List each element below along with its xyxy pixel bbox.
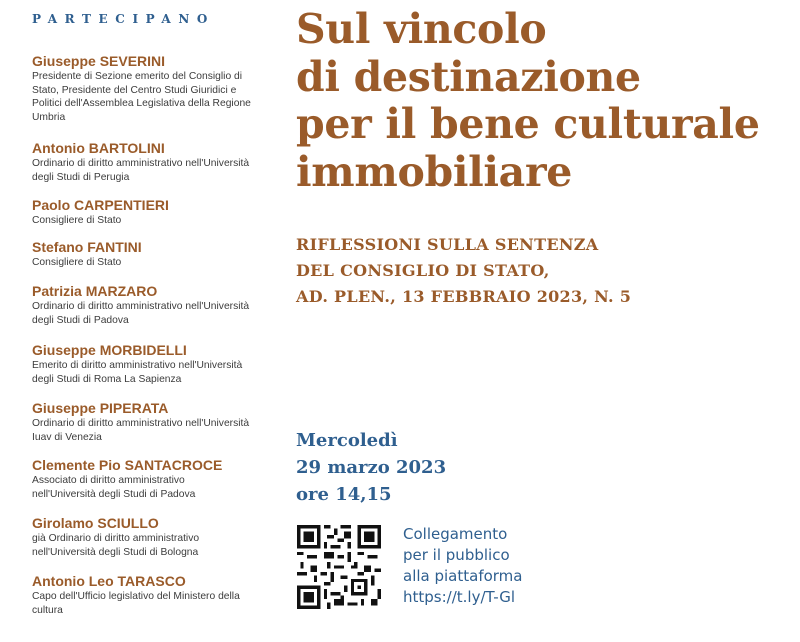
participant-role: Ordinario di diritto amministrativo nell'Università degli Studi di Perugia — [32, 158, 250, 183]
participant-carpentieri — [32, 197, 277, 228]
participant-role: Emerito di diritto amministrativo nell'Università degli Studi di Roma La Sapienza — [32, 360, 243, 385]
participant-name: Antonio Leo TARASCO — [32, 573, 186, 589]
participant-severini — [32, 53, 277, 124]
participant-name: Giuseppe PIPERATA — [32, 400, 169, 416]
event-date: 29 marzo 2023 — [296, 457, 447, 478]
qr-code[interactable] — [297, 525, 381, 609]
participant-name: Giuseppe SEVERINI — [32, 53, 166, 69]
participant-sciullo — [32, 515, 277, 559]
event-title: Sul vincolo di destinazione per il bene culturale immobiliare — [296, 5, 760, 196]
participant-role: Consigliere di Stato — [32, 257, 122, 268]
participant-piperata — [32, 400, 277, 444]
connection-info: Collegamento per il pubblico alla piattaforma https://t.ly/T-Gl — [403, 525, 523, 606]
participant-role: Presidente di Sezione emerito del Consiglio di Stato, Presidente del Centro Studi Giuridici e Politici dell'Assemblea Legislativa della Regione Umbria — [32, 71, 251, 123]
participant-morbidelli — [32, 342, 277, 386]
platform-link[interactable]: https://t.ly/T-Gl — [403, 588, 516, 606]
participant-marzaro — [32, 283, 277, 327]
event-time: ore 14,15 — [296, 484, 392, 505]
event-subtitle: RIFLESSIONI SULLA SENTENZA DEL CONSIGLIO DI STATO, AD. PLEN., 13 FEBBRAIO 2023, N. 5 — [296, 235, 632, 306]
participant-fantini — [32, 239, 277, 270]
participant-name: Giuseppe MORBIDELLI — [32, 342, 187, 358]
event-day: Mercoledì — [296, 430, 398, 451]
participant-role: Ordinario di diritto amministrativo nell'Università degli Studi di Padova — [32, 301, 250, 326]
participant-name: Stefano FANTINI — [32, 239, 142, 255]
participant-santacroce — [32, 457, 277, 501]
participant-role: Capo dell'Ufficio legislativo del Ministero della cultura — [32, 591, 240, 616]
participant-name: Clemente Pio SANTACROCE — [32, 457, 223, 473]
participant-role: Consigliere di Stato — [32, 215, 122, 226]
participant-name: Patrizia MARZARO — [32, 283, 158, 299]
participant-role: già Ordinario di diritto amministrativo nell'Università degli Studi di Bologna — [32, 533, 200, 558]
participant-role: Associato di diritto amministrativo nell'Università degli Studi di Padova — [32, 475, 196, 500]
participants-heading: PARTECIPANO — [32, 12, 215, 26]
participant-name: Antonio BARTOLINI — [32, 140, 165, 156]
participant-name: Paolo CARPENTIERI — [32, 197, 169, 213]
participant-name: Girolamo SCIULLO — [32, 515, 159, 531]
participant-tarasco — [32, 573, 277, 617]
participant-role: Ordinario di diritto amministrativo nell'Università Iuav di Venezia — [32, 418, 250, 443]
event-datetime — [296, 427, 446, 508]
participant-bartolini — [32, 140, 277, 184]
